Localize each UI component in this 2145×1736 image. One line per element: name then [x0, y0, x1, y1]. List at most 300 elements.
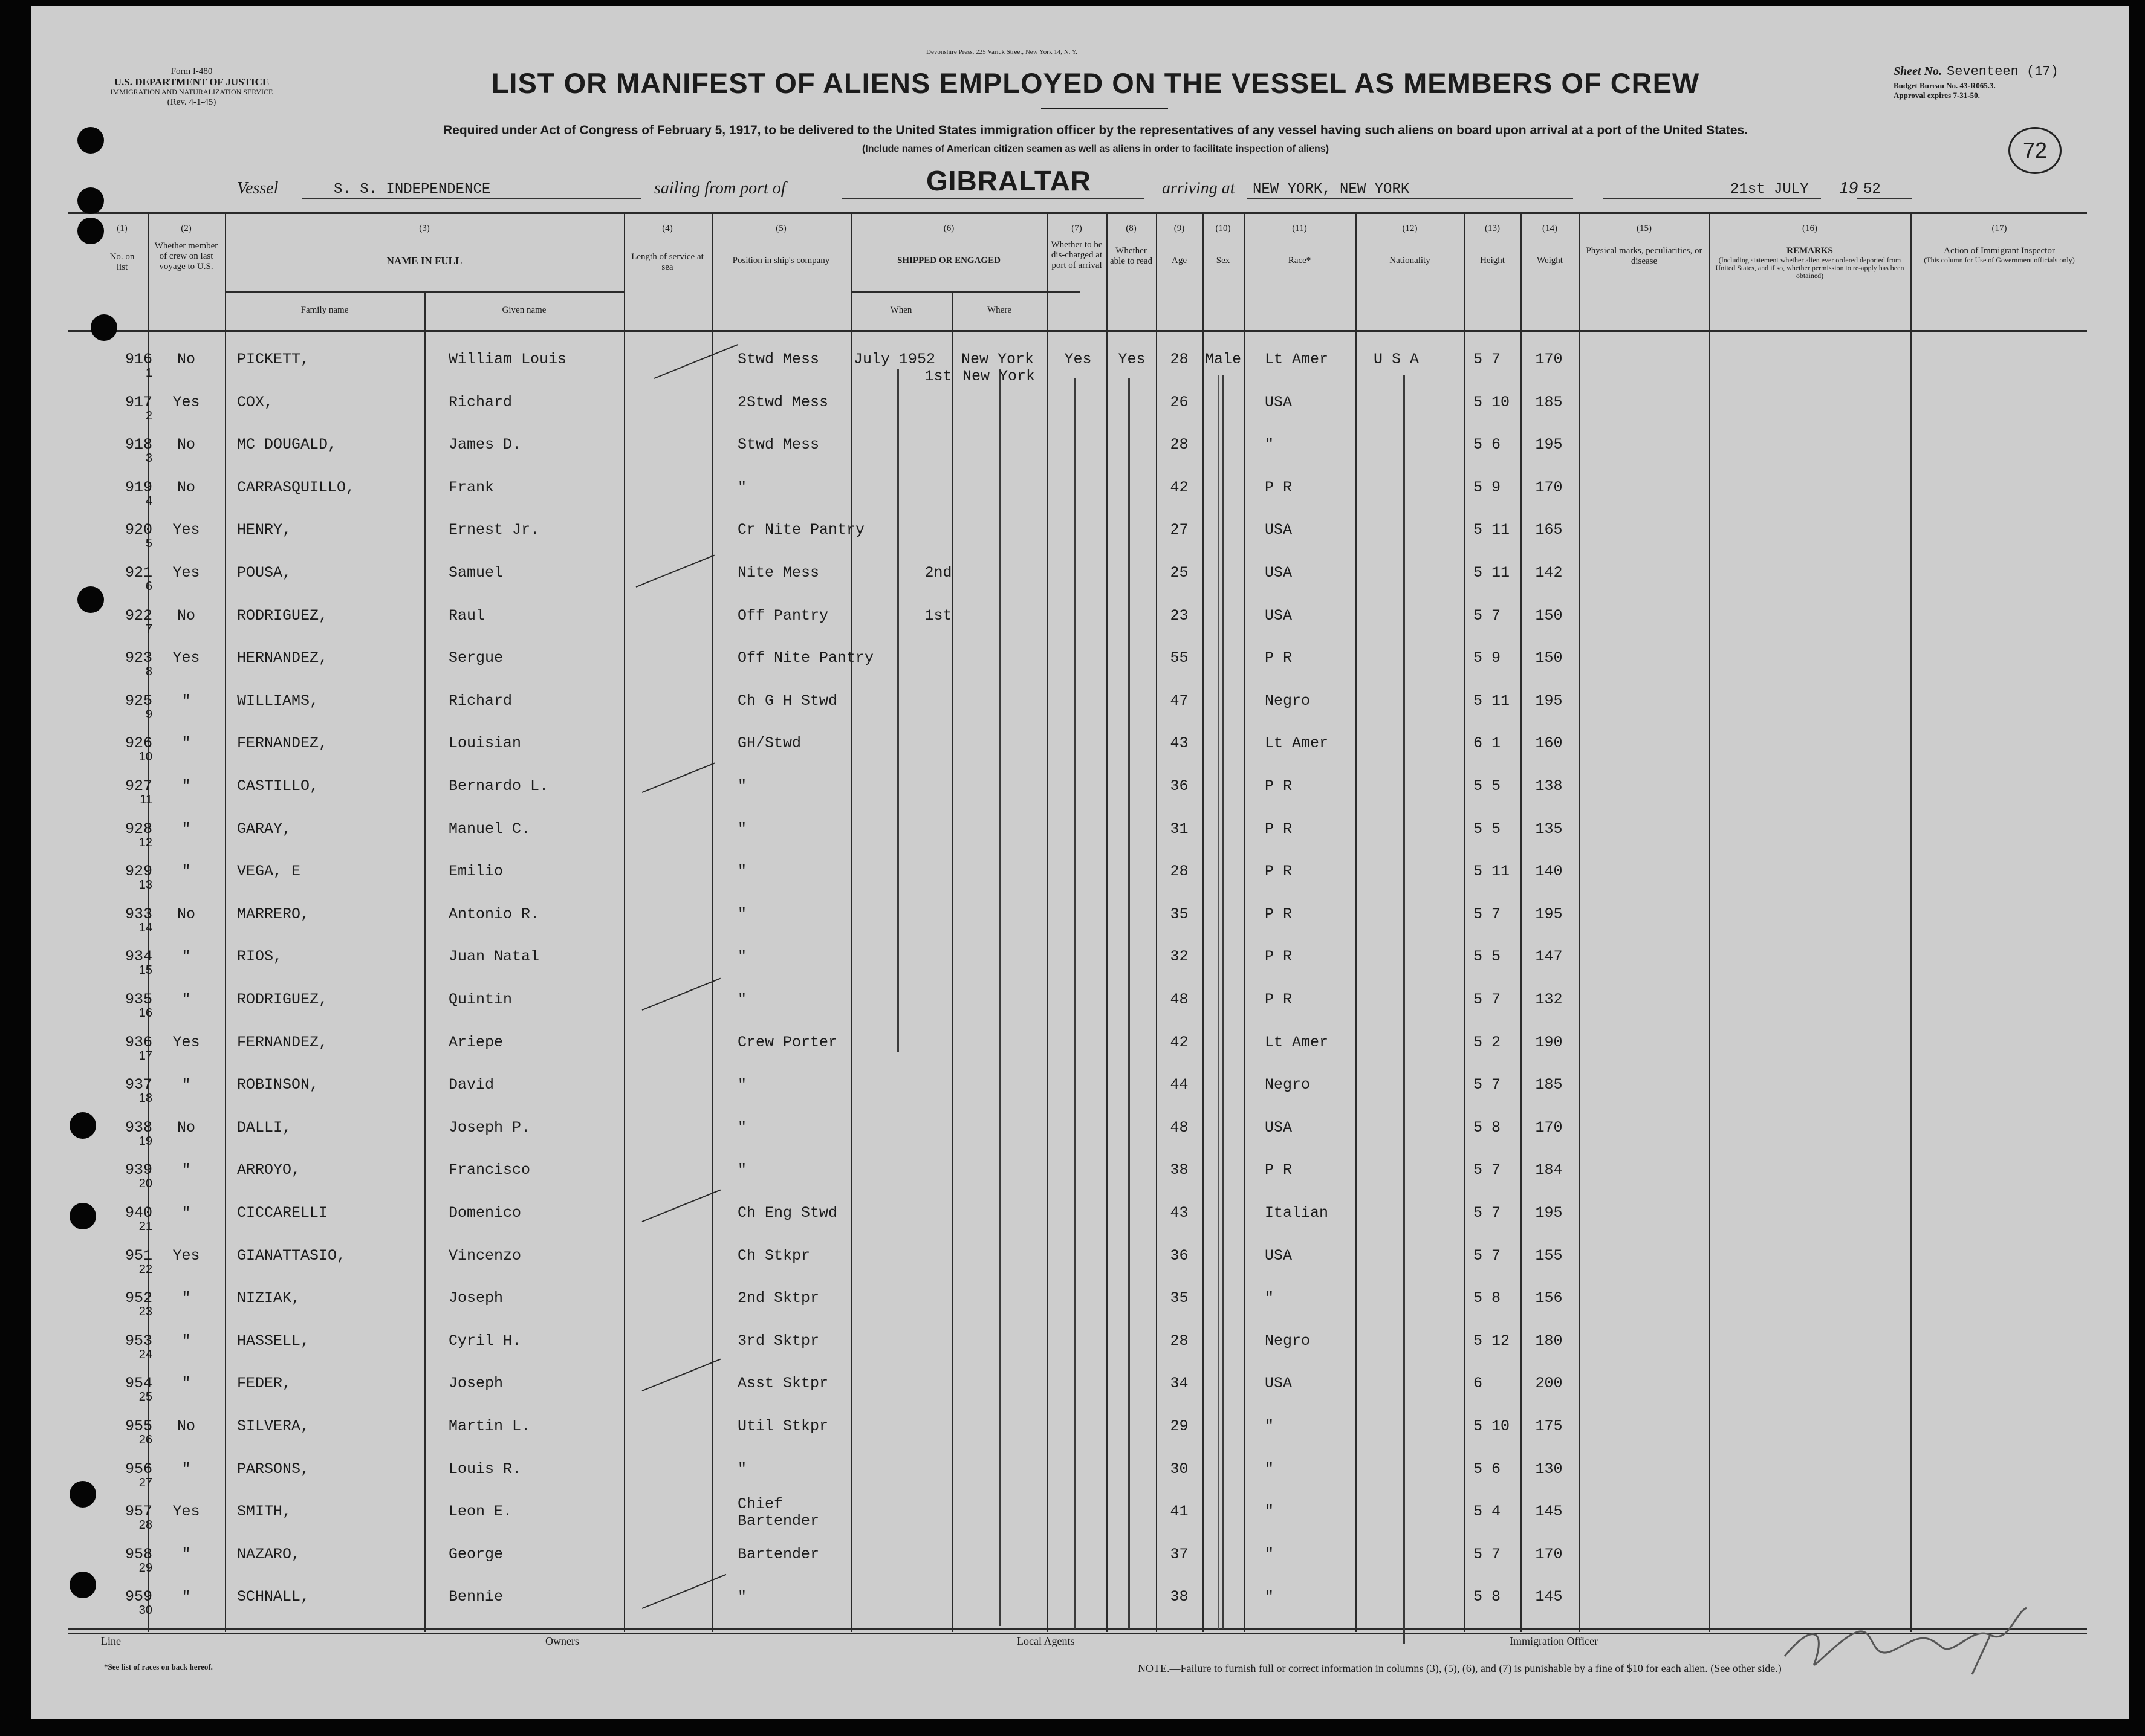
ditto-stroke-nationality [1403, 375, 1405, 1644]
ditto-stroke-sex-2 [1218, 375, 1219, 1629]
cell-race: P R [1265, 948, 1293, 966]
year-prefix: 19 [1839, 178, 1858, 197]
cell-given: Domenico [449, 1204, 522, 1222]
cell-weight: 140 [1535, 863, 1563, 881]
cell-family: WILLIAMS, [237, 691, 319, 710]
col-2-header: (2) Whether member of crew on last voyage to U.S. [154, 224, 218, 271]
cell-age: 28 [1170, 863, 1189, 881]
punch-hole [91, 314, 117, 341]
cell-family: DALLI, [237, 1118, 292, 1136]
cell-no: 934 [125, 948, 152, 966]
cell-prev: " [181, 691, 191, 710]
cell-age: 28 [1170, 351, 1189, 368]
cell-age: 31 [1170, 820, 1189, 838]
cell-line-number: 19 [138, 1134, 152, 1148]
cell-race: Lt Amer [1265, 734, 1329, 753]
cell-age: 27 [1170, 521, 1189, 539]
cell-weight: 184 [1535, 1161, 1563, 1179]
cell-weight: 195 [1535, 436, 1563, 454]
cell-age: 48 [1170, 1118, 1189, 1136]
col-5-header: (5) Position in ship's company [732, 224, 830, 265]
cell-given: Antonio R. [449, 905, 540, 923]
cell-age: 42 [1170, 478, 1189, 496]
cell-age: 48 [1170, 991, 1189, 1008]
cell-given: Martin L. [449, 1417, 531, 1435]
cell-line-number: 4 [145, 494, 152, 508]
cell-position2: Bartender [738, 1512, 820, 1530]
cell-prev: " [181, 1545, 191, 1563]
cell-line-number: 24 [138, 1347, 152, 1361]
cell-read: Yes [1118, 351, 1146, 368]
cell-height: 5 7 [1473, 905, 1501, 923]
cell-when: July 1952 [854, 351, 936, 368]
cell-given: Bennie [449, 1588, 504, 1606]
page-number-circled: 72 [2008, 127, 2062, 174]
cell-family: RODRIGUEZ, [237, 991, 328, 1008]
cell-weight: 142 [1535, 564, 1563, 581]
cell-age: 44 [1170, 1076, 1189, 1094]
col-6-header: (6) SHIPPED OR ENGAGED [897, 224, 1001, 265]
header-bottom-rule [68, 330, 2087, 332]
cell-age: 43 [1170, 1204, 1189, 1222]
cell-family: ARROYO, [237, 1161, 301, 1179]
col-16-header: (16) REMARKS (Including statement whether alien ever ordered deported from United States, and if so, whether permission to re-apply has been obtained) [1715, 224, 1904, 280]
cell-line-number: 14 [138, 921, 152, 934]
cell-family: SCHNALL, [237, 1588, 310, 1606]
department-name: U.S. DEPARTMENT OF JUSTICE [114, 76, 270, 88]
cell-no: 922 [125, 606, 152, 624]
cell-prev: " [181, 777, 191, 795]
cell-position: " [738, 1076, 747, 1094]
col-8-header: (8) Whether able to read [1110, 224, 1152, 266]
cell-given: Ernest Jr. [449, 521, 540, 539]
ditto-stroke-discharged [1074, 378, 1076, 1629]
cell-position: 2Stwd Mess [738, 393, 829, 411]
cell-height: 6 1 [1473, 734, 1501, 753]
cell-weight: 190 [1535, 1033, 1563, 1051]
punch-hole [77, 586, 104, 613]
cell-position: " [738, 1161, 747, 1179]
budget-bureau: Budget Bureau No. 43-R065.3. [1894, 81, 1996, 90]
cell-line-number: 25 [138, 1390, 152, 1404]
cell-no: 921 [125, 564, 152, 581]
cell-age: 47 [1170, 691, 1189, 710]
cell-position: " [738, 478, 747, 496]
cell-given: Raul [449, 606, 485, 624]
cell-height: 5 8 [1473, 1588, 1501, 1606]
col-divider-10 [1244, 212, 1245, 1632]
cell-race: P R [1265, 820, 1293, 838]
cell-race: Italian [1265, 1204, 1329, 1222]
cell-race: USA [1265, 393, 1293, 411]
cell-age: 28 [1170, 1332, 1189, 1350]
cell-family: SILVERA, [237, 1417, 310, 1435]
form-number: Form I-480 [170, 66, 213, 76]
cell-age: 55 [1170, 649, 1189, 667]
cell-given: William Louis [449, 351, 567, 368]
cell-race: Lt Amer [1265, 351, 1329, 368]
when-header: When [890, 305, 912, 315]
cell-position: Crew Porter [738, 1033, 838, 1051]
cell-no: 928 [125, 820, 152, 838]
arrival-port: NEW YORK, NEW YORK [1253, 181, 1410, 198]
cell-height: 5 2 [1473, 1033, 1501, 1051]
cell-prev: Yes [172, 1033, 200, 1051]
cell-prev: " [181, 820, 191, 838]
form-revision: (Rev. 4-1-45) [167, 97, 216, 107]
cell-weight: 170 [1535, 351, 1563, 368]
cell-position: Bartender [738, 1545, 820, 1563]
cell-family: SMITH, [237, 1503, 292, 1521]
cell-age: 35 [1170, 1289, 1189, 1307]
cell-weight: 132 [1535, 991, 1563, 1008]
cell-nationality: U S A [1374, 351, 1420, 368]
cell-given: Vincenzo [449, 1246, 522, 1265]
cell-age: 30 [1170, 1460, 1189, 1478]
cell-no: 935 [125, 991, 152, 1008]
cell-no: 929 [125, 863, 152, 881]
cell-height: 5 8 [1473, 1289, 1501, 1307]
cell-when2: 2nd [924, 564, 952, 581]
inclusion-note: (Include names of American citizen seamen as well as aliens in order to facilitate inspection of aliens) [862, 144, 1329, 154]
punch-hole [70, 1203, 96, 1229]
cell-no: 953 [125, 1332, 152, 1350]
cell-family: GARAY, [237, 820, 292, 838]
cell-given: Louis R. [449, 1460, 522, 1478]
cell-height: 5 7 [1473, 1545, 1501, 1563]
cell-given: Richard [449, 691, 513, 710]
col-divider-16 [1910, 212, 1912, 1632]
cell-no: 916 [125, 351, 152, 368]
cell-age: 23 [1170, 606, 1189, 624]
sheet-number-label: Sheet No. [1894, 65, 1942, 78]
cell-age: 38 [1170, 1161, 1189, 1179]
cell-race: P R [1265, 649, 1293, 667]
cell-height: 5 7 [1473, 1161, 1501, 1179]
cell-line-number: 13 [138, 878, 152, 892]
cell-family: PICKETT, [237, 351, 310, 368]
col-divider-6a [952, 291, 953, 1632]
cell-weight: 150 [1535, 606, 1563, 624]
cell-line-number: 2 [145, 409, 152, 423]
cell-given: Louisian [449, 734, 522, 753]
cell-line-number: 15 [138, 964, 152, 977]
cell-family: NAZARO, [237, 1545, 301, 1563]
cell-race: USA [1265, 1246, 1293, 1265]
cell-weight: 185 [1535, 1076, 1563, 1094]
col-divider-3a [424, 291, 426, 1632]
arrival-date: 21st JULY [1730, 181, 1809, 198]
cell-race: Lt Amer [1265, 1033, 1329, 1051]
cell-race: " [1265, 1545, 1274, 1563]
cell-prev: " [181, 1460, 191, 1478]
cell-height: 5 8 [1473, 1118, 1501, 1136]
cell-height: 5 7 [1473, 991, 1501, 1008]
col-10-header: (10) Sex [1215, 224, 1231, 265]
cell-prev: " [181, 991, 191, 1008]
cell-weight: 195 [1535, 691, 1563, 710]
cell-height: 5 7 [1473, 1204, 1501, 1222]
cell-prev: No [177, 1417, 195, 1435]
cell-prev: Yes [172, 564, 200, 581]
cell-height: 5 9 [1473, 478, 1501, 496]
cell-no: 927 [125, 777, 152, 795]
cell-where: New York [961, 351, 1034, 368]
printer-imprint: Devonshire Press, 225 Varick Street, New York 14, N. Y. [926, 48, 1078, 56]
cell-height: 5 7 [1473, 1076, 1501, 1094]
cell-prev: No [177, 478, 195, 496]
cell-no: 925 [125, 691, 152, 710]
cell-sex: Male [1204, 351, 1241, 368]
cell-line-number: 11 [140, 793, 152, 806]
cell-line-number: 7 [145, 622, 152, 636]
cell-family: FERNANDEZ, [237, 734, 328, 753]
cell-given: David [449, 1076, 495, 1094]
races-footnote: *See list of races on back hereof. [104, 1662, 213, 1671]
cell-height: 5 4 [1473, 1503, 1501, 1521]
penalty-note: NOTE.—Failure to furnish full or correct information in columns (3), (5), (6), and (7) is punishable by a fine of $10 for each alien. (See other side.) [1138, 1662, 1782, 1674]
cell-line-number: 1 [145, 366, 152, 380]
cell-race: USA [1265, 606, 1293, 624]
cell-position: " [738, 1118, 747, 1136]
cell-age: 42 [1170, 1033, 1189, 1051]
col-divider-12 [1464, 212, 1465, 1632]
cell-given: Manuel C. [449, 820, 531, 838]
cell-position: " [738, 905, 747, 923]
cell-weight: 175 [1535, 1417, 1563, 1435]
arrival-year: 52 [1863, 181, 1881, 198]
cell-no: 952 [125, 1289, 152, 1307]
col-1-header: (1) No. on list [109, 224, 135, 272]
cell-given: Ariepe [449, 1033, 504, 1051]
cell-prev: " [181, 734, 191, 753]
punch-hole [70, 1572, 96, 1598]
cell-age: 26 [1170, 393, 1189, 411]
cell-given: Joseph [449, 1289, 504, 1307]
cell-prev: No [177, 606, 195, 624]
cell-prev: " [181, 948, 191, 966]
cell-prev: No [177, 905, 195, 923]
cell-age: 43 [1170, 734, 1189, 753]
cell-age: 29 [1170, 1417, 1189, 1435]
cell-no: 957 [125, 1503, 152, 1521]
cell-family: CICCARELLI [237, 1204, 328, 1222]
cell-race: " [1265, 1289, 1274, 1307]
table-top-rule [68, 212, 2087, 214]
service-name: IMMIGRATION AND NATURALIZATION SERVICE [110, 88, 273, 96]
cell-family: CASTILLO, [237, 777, 319, 795]
col-divider-9 [1202, 212, 1204, 1632]
cell-height: 5 12 [1473, 1332, 1510, 1350]
cell-height: 5 11 [1473, 564, 1510, 581]
cell-weight: 185 [1535, 393, 1563, 411]
cell-no: 954 [125, 1375, 152, 1393]
family-name-header: Family name [300, 305, 349, 315]
cell-line-number: 16 [138, 1006, 152, 1020]
col-divider-6 [1047, 212, 1048, 1632]
cell-race: P R [1265, 777, 1293, 795]
cell-weight: 145 [1535, 1503, 1563, 1521]
col-9-header: (9) Age [1172, 224, 1187, 265]
cell-age: 32 [1170, 948, 1189, 966]
cell-height: 5 9 [1473, 649, 1501, 667]
cell-line-number: 17 [138, 1049, 152, 1063]
cell-height: 5 5 [1473, 820, 1501, 838]
cell-family: HERNANDEZ, [237, 649, 328, 667]
col-divider-2 [225, 212, 226, 1632]
cell-line-number: 5 [145, 537, 152, 551]
cell-prev: " [181, 1375, 191, 1393]
cell-prev: " [181, 1161, 191, 1179]
cell-given: Emilio [449, 863, 504, 881]
cell-age: 36 [1170, 1246, 1189, 1265]
cell-position: Chief [738, 1495, 784, 1514]
cell-family: HENRY, [237, 521, 292, 539]
cell-height: 5 6 [1473, 436, 1501, 454]
cell-line-number: 10 [138, 750, 152, 764]
cell-line-number: 28 [138, 1518, 152, 1532]
cell-line-number: 27 [138, 1475, 152, 1489]
cell-weight: 195 [1535, 1204, 1563, 1222]
cell-position: 2nd Sktpr [738, 1289, 820, 1307]
cell-given: Francisco [449, 1161, 531, 1179]
cell-when2: 1st [924, 606, 952, 624]
cell-position: " [738, 1460, 747, 1478]
cell-given: Juan Natal [449, 948, 540, 966]
cell-no: 917 [125, 393, 152, 411]
vessel-label: Vessel [237, 179, 279, 198]
cell-age: 28 [1170, 436, 1189, 454]
cell-no: 939 [125, 1161, 152, 1179]
cell-age: 37 [1170, 1545, 1189, 1563]
cell-line-number: 9 [145, 707, 152, 721]
cell-line-number: 21 [138, 1220, 152, 1233]
cell-race: P R [1265, 991, 1293, 1008]
col-12-header: (12) Nationality [1389, 224, 1430, 265]
cell-family: COX, [237, 393, 274, 411]
cell-position: 3rd Sktpr [738, 1332, 820, 1350]
cell-given: Joseph P. [449, 1118, 531, 1136]
cell-weight: 200 [1535, 1375, 1563, 1393]
cell-race: P R [1265, 863, 1293, 881]
cell-prev: No [177, 436, 195, 454]
cell-prev: " [181, 1076, 191, 1094]
cell-height: 5 10 [1473, 1417, 1510, 1435]
cell-no: 933 [125, 905, 152, 923]
cell-race: P R [1265, 1161, 1293, 1179]
cell-given: James D. [449, 436, 522, 454]
cell-race: " [1265, 1503, 1274, 1521]
cell-line-number: 3 [145, 452, 152, 465]
cell-prev: " [181, 1588, 191, 1606]
cell-given: Samuel [449, 564, 504, 581]
cell-age: 36 [1170, 777, 1189, 795]
col-17-header: (17) Action of Immigrant Inspector (This column for Use of Government officials only) [1924, 224, 2075, 264]
cell-weight: 155 [1535, 1246, 1563, 1265]
cell-race: Negro [1265, 1332, 1311, 1350]
cell-age: 35 [1170, 905, 1189, 923]
cell-prev: No [177, 1118, 195, 1136]
cell-weight: 170 [1535, 1545, 1563, 1563]
cell-weight: 170 [1535, 1118, 1563, 1136]
col-divider-4 [712, 212, 713, 1632]
col-3-header: (3) NAME IN FULL [386, 224, 462, 267]
cell-age: 41 [1170, 1503, 1189, 1521]
given-name-header: Given name [502, 305, 547, 315]
col-13-header: (13) Height [1480, 224, 1505, 265]
cell-given: Joseph [449, 1375, 504, 1393]
col-7-header: (7) Whether to be dis-charged at port of arrival [1051, 224, 1103, 270]
cell-height: 5 7 [1473, 351, 1501, 368]
cell-position: " [738, 820, 747, 838]
cell-position: Ch Eng Stwd [738, 1204, 838, 1222]
cell-height: 5 11 [1473, 521, 1510, 539]
cell-no: 923 [125, 649, 152, 667]
cell-prev: Yes [172, 649, 200, 667]
cell-position: " [738, 777, 747, 795]
cell-position: Off Pantry [738, 606, 829, 624]
cell-race: Negro [1265, 1076, 1311, 1094]
punch-hole [70, 1481, 96, 1508]
cell-weight: 180 [1535, 1332, 1563, 1350]
cell-position: " [738, 863, 747, 881]
page-title: LIST OR MANIFEST OF ALIENS EMPLOYED ON THE VESSEL AS MEMBERS OF CREW [491, 67, 1700, 99]
cell-family: FERNANDEZ, [237, 1033, 328, 1051]
cell-race: USA [1265, 1375, 1293, 1393]
ditto-stroke-read [1128, 378, 1130, 1629]
cell-position: GH/Stwd [738, 734, 802, 753]
cell-weight: 195 [1535, 905, 1563, 923]
cell-weight: 150 [1535, 649, 1563, 667]
cell-no: 955 [125, 1417, 152, 1435]
cell-line-number: 18 [138, 1092, 152, 1106]
cell-height: 5 10 [1473, 393, 1510, 411]
cell-prev: Yes [172, 521, 200, 539]
cell-weight: 138 [1535, 777, 1563, 795]
cell-race: P R [1265, 905, 1293, 923]
cell-position: " [738, 948, 747, 966]
officer-signature [1773, 1590, 2039, 1680]
cell-age: 38 [1170, 1588, 1189, 1606]
cell-prev: Yes [172, 1503, 200, 1521]
cell-position: Cr Nite Pantry [738, 521, 865, 539]
cell-given: Bernardo L. [449, 777, 549, 795]
cell-height: 6 [1473, 1375, 1483, 1393]
cell-prev: " [181, 1332, 191, 1350]
cell-given: George [449, 1545, 504, 1563]
cell-prev: Yes [172, 393, 200, 411]
punch-hole [77, 218, 104, 244]
cell-height: 5 6 [1473, 1460, 1501, 1478]
cell-when2: 1st [924, 368, 952, 385]
cell-family: HASSELL, [237, 1332, 310, 1350]
cell-weight: 156 [1535, 1289, 1563, 1307]
cell-age: 25 [1170, 564, 1189, 581]
arriving-label: arriving at [1162, 179, 1235, 198]
cell-prev: No [177, 351, 195, 368]
cell-family: POUSA, [237, 564, 292, 581]
footer-line-label: Line [101, 1635, 121, 1647]
cell-position: Nite Mess [738, 564, 820, 581]
cell-line-number: 8 [145, 665, 152, 679]
cell-height: 5 11 [1473, 691, 1510, 710]
cell-line-number: 6 [145, 580, 152, 593]
cell-position: Off Nite Pantry [738, 649, 874, 667]
cell-weight: 145 [1535, 1588, 1563, 1606]
cell-line-number: 30 [138, 1604, 152, 1618]
cell-weight: 147 [1535, 948, 1563, 966]
col-divider-11 [1355, 212, 1357, 1632]
